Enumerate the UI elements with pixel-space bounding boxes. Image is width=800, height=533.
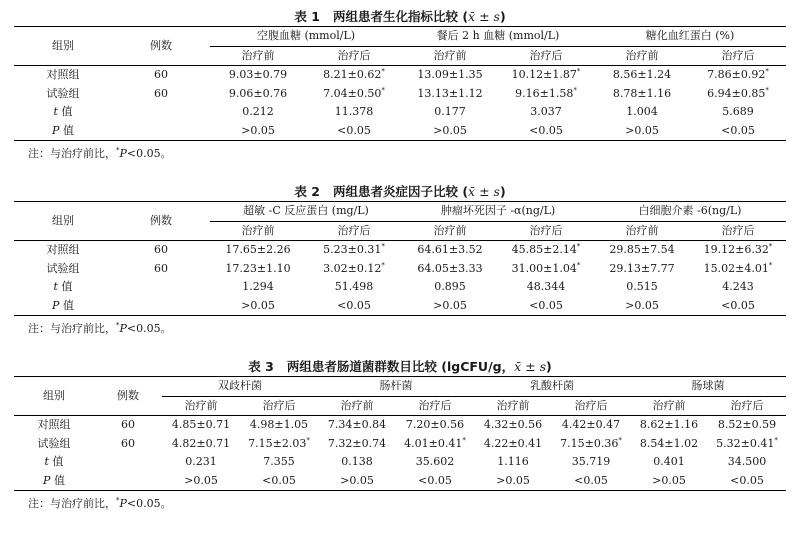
table-title-formula: x̄ ± s xyxy=(468,184,500,199)
note-p-symbol: P xyxy=(119,497,127,510)
cell-value: 4.32±0.56 xyxy=(483,418,543,431)
col-subheader: 治疗前 xyxy=(474,396,552,416)
cell-value: 4.42±0.47 xyxy=(561,418,621,431)
table-2-block xyxy=(14,183,786,342)
cell-value: 9.03±0.79 xyxy=(228,68,288,81)
table-cell xyxy=(630,416,708,435)
table-cell xyxy=(594,260,690,279)
table-cell xyxy=(210,241,306,260)
table-cell xyxy=(552,416,630,435)
cell-value: 4.82±0.71 xyxy=(171,436,231,450)
col-subheader: 治疗后 xyxy=(708,396,786,416)
table-header-row xyxy=(14,377,786,397)
table-cell: >0.05 xyxy=(594,297,690,316)
stat-label: 值 xyxy=(59,123,74,137)
table-title-text: 两组患者肠道菌群数目比较 (lgCFU/g， xyxy=(286,359,515,374)
table-cell xyxy=(210,260,306,279)
cell-value: 17.65±2.26 xyxy=(225,243,291,256)
cell-value: 8.21±0.62 xyxy=(323,68,382,81)
row-count: 60 xyxy=(154,261,168,275)
row-count: 60 xyxy=(121,418,135,431)
cell-value: 3.02±0.12 xyxy=(323,261,382,275)
cell-value: 19.12±6.32 xyxy=(703,243,769,256)
table-1 xyxy=(14,26,786,141)
table-cell xyxy=(594,241,690,260)
table-row xyxy=(14,472,786,491)
col-subheader: 治疗后 xyxy=(396,396,474,416)
col-header-group: 组别 xyxy=(14,202,112,241)
table-cell: >0.05 xyxy=(474,472,552,491)
table-cell xyxy=(498,85,594,104)
table-cell xyxy=(396,416,474,435)
table-cell xyxy=(594,66,690,85)
table-cell: 4.243 xyxy=(722,280,754,293)
significance-mark: * xyxy=(774,435,778,444)
note-p-symbol: P xyxy=(119,322,127,335)
cell-value: 4.01±0.41 xyxy=(404,436,463,450)
note-mark: * xyxy=(116,146,120,155)
table-cell: 0.138 xyxy=(341,455,373,468)
table-title-close: ) xyxy=(499,9,506,24)
significance-mark: * xyxy=(381,260,385,269)
table-cell: 3.037 xyxy=(530,105,562,118)
table-cell: 0.895 xyxy=(434,280,466,293)
row-count xyxy=(112,297,210,316)
table-row xyxy=(14,435,786,454)
table-title-text: 两组患者炎症因子比较 ( xyxy=(332,184,469,199)
row-label xyxy=(14,453,94,472)
row-count xyxy=(112,278,210,297)
row-label xyxy=(14,472,94,491)
col-subheader: 治疗前 xyxy=(210,46,306,66)
row-label: 试验组 xyxy=(37,436,71,450)
table-cell: <0.05 xyxy=(708,472,786,491)
col-header-count: 例数 xyxy=(112,27,210,66)
table-cell xyxy=(162,435,240,454)
cell-value: 13.09±1.35 xyxy=(417,68,483,81)
table-3 xyxy=(14,376,786,491)
col-subheader: 治疗前 xyxy=(402,46,498,66)
col-subheader: 治疗前 xyxy=(162,396,240,416)
cell-value: 29.85±7.54 xyxy=(609,243,675,256)
cell-value: 7.20±0.56 xyxy=(405,418,465,431)
table-cell xyxy=(708,416,786,435)
note-suffix: <0.05。 xyxy=(126,147,172,160)
cell-value: 45.85±2.14 xyxy=(511,243,577,256)
stat-symbol: t xyxy=(53,105,58,118)
table-cell: 35.602 xyxy=(415,455,455,468)
table-cell: 1.294 xyxy=(242,280,274,293)
stat-symbol: P xyxy=(52,298,60,312)
table-cell: 1.116 xyxy=(497,455,529,468)
table-cell xyxy=(498,260,594,279)
col-group-header: 乳酸杆菌 xyxy=(474,377,630,397)
significance-mark: * xyxy=(768,242,773,251)
table-row xyxy=(14,241,786,260)
cell-value: 8.56±1.24 xyxy=(612,68,672,81)
table-row xyxy=(14,453,786,472)
stat-label: 值 xyxy=(57,280,73,293)
col-group-header: 白细胞介素 -6(ng/L) xyxy=(594,202,786,222)
table-cell: <0.05 xyxy=(306,297,402,316)
table-cell: <0.05 xyxy=(306,122,402,141)
table-cell xyxy=(306,260,402,279)
table-cell xyxy=(162,416,240,435)
col-header-count: 例数 xyxy=(112,202,210,241)
table-title-text: 两组患者生化指标比较 ( xyxy=(332,9,469,24)
col-subheader: 治疗后 xyxy=(306,221,402,241)
col-subheader: 治疗后 xyxy=(240,396,318,416)
col-group-header: 肠杆菌 xyxy=(318,377,474,397)
cell-value: 31.00±1.04 xyxy=(511,261,577,275)
col-subheader: 治疗后 xyxy=(498,46,594,66)
table-cell: <0.05 xyxy=(690,297,786,316)
row-count xyxy=(94,453,162,472)
significance-mark: * xyxy=(765,85,769,94)
cell-value: 15.02±4.01 xyxy=(703,261,769,275)
row-label: 试验组 xyxy=(46,261,80,275)
stat-symbol: t xyxy=(53,280,58,293)
cell-value: 8.78±1.16 xyxy=(612,86,672,100)
table-cell: 0.231 xyxy=(185,455,217,468)
table-cell xyxy=(690,85,786,104)
col-subheader: 治疗前 xyxy=(594,221,690,241)
cell-value: 4.22±0.41 xyxy=(483,436,543,450)
cell-value: 7.15±2.03 xyxy=(248,436,307,450)
table-cell xyxy=(474,416,552,435)
table-cell: >0.05 xyxy=(402,297,498,316)
cell-value: 9.06±0.76 xyxy=(228,86,288,100)
table-cell: 11.378 xyxy=(334,105,374,118)
stat-label: 值 xyxy=(50,473,65,487)
table-cell: >0.05 xyxy=(630,472,708,491)
row-label: 对照组 xyxy=(46,68,80,81)
table-row xyxy=(14,260,786,279)
table-cell xyxy=(552,435,630,454)
col-subheader: 治疗前 xyxy=(318,396,396,416)
cell-value: 8.54±1.02 xyxy=(639,436,699,450)
table-cell xyxy=(690,66,786,85)
row-count xyxy=(112,103,210,122)
col-subheader: 治疗后 xyxy=(552,396,630,416)
significance-mark: * xyxy=(576,260,581,269)
row-label: 对照组 xyxy=(46,243,80,256)
cell-value: 5.23±0.31 xyxy=(323,243,382,256)
stat-label: 值 xyxy=(57,105,73,118)
table-cell xyxy=(306,85,402,104)
row-label xyxy=(14,103,112,122)
significance-mark: * xyxy=(618,435,622,444)
table-cell xyxy=(630,435,708,454)
cell-value: 7.34±0.84 xyxy=(327,418,387,431)
significance-mark: * xyxy=(381,242,385,251)
table-cell: >0.05 xyxy=(402,122,498,141)
table-cell: 35.719 xyxy=(571,455,611,468)
table-cell xyxy=(210,85,306,104)
stat-symbol: P xyxy=(52,123,60,137)
table-cell xyxy=(210,66,306,85)
significance-mark: * xyxy=(576,67,581,76)
table-cell: 34.500 xyxy=(727,455,767,468)
table-cell: <0.05 xyxy=(240,472,318,491)
table-cell xyxy=(498,241,594,260)
table-cell: 0.212 xyxy=(242,105,274,118)
row-count: 60 xyxy=(121,436,135,450)
note-text: 注：与治疗前比， xyxy=(28,147,116,160)
stat-symbol: P xyxy=(43,473,51,487)
table-1-title xyxy=(14,8,786,26)
table-cell: 48.344 xyxy=(526,280,566,293)
col-subheader: 治疗前 xyxy=(210,221,306,241)
cell-value: 7.86±0.92 xyxy=(707,68,766,81)
col-subheader: 治疗前 xyxy=(402,221,498,241)
row-label xyxy=(14,122,112,141)
note-p-symbol: P xyxy=(119,147,127,160)
row-label xyxy=(14,297,112,316)
table-cell: <0.05 xyxy=(552,472,630,491)
table-note xyxy=(14,491,786,517)
table-header-row xyxy=(14,202,786,222)
cell-value: 8.62±1.16 xyxy=(639,418,699,431)
table-row xyxy=(14,122,786,141)
table-cell: 5.689 xyxy=(722,105,754,118)
col-group-header: 肠球菌 xyxy=(630,377,786,397)
row-count xyxy=(94,472,162,491)
table-cell: >0.05 xyxy=(210,122,306,141)
cell-value: 7.15±0.36 xyxy=(560,436,619,450)
significance-mark: * xyxy=(573,85,577,94)
table-cell xyxy=(708,435,786,454)
col-subheader: 治疗后 xyxy=(690,46,786,66)
col-header-group: 组别 xyxy=(14,377,94,416)
cell-value: 6.94±0.85 xyxy=(707,86,766,100)
table-title-close: ) xyxy=(499,184,506,199)
table-title-formula: x̄ ± s xyxy=(514,359,546,374)
table-cell xyxy=(240,435,318,454)
table-cell xyxy=(240,416,318,435)
col-subheader: 治疗后 xyxy=(690,221,786,241)
note-mark: * xyxy=(116,496,120,505)
significance-mark: * xyxy=(306,435,310,444)
significance-mark: * xyxy=(381,67,385,76)
table-cell xyxy=(306,241,402,260)
significance-mark: * xyxy=(768,260,773,269)
col-header-group: 组别 xyxy=(14,27,112,66)
table-row xyxy=(14,416,786,435)
col-group-header: 双歧杆菌 xyxy=(162,377,318,397)
stat-symbol: t xyxy=(44,455,49,468)
row-count: 60 xyxy=(154,68,168,81)
cell-value: 64.05±3.33 xyxy=(417,261,483,275)
table-cell xyxy=(306,66,402,85)
table-cell xyxy=(318,435,396,454)
table-header-row xyxy=(14,27,786,47)
table-cell: 0.177 xyxy=(434,105,466,118)
table-title-label: 表 2 xyxy=(294,184,320,199)
note-mark: * xyxy=(116,321,120,330)
cell-value: 4.85±0.71 xyxy=(171,418,231,431)
table-cell xyxy=(402,66,498,85)
significance-mark: * xyxy=(765,67,769,76)
col-header-count: 例数 xyxy=(94,377,162,416)
table-cell: 7.355 xyxy=(263,455,295,468)
cell-value: 64.61±3.52 xyxy=(417,243,483,256)
cell-value: 10.12±1.87 xyxy=(511,68,577,81)
table-cell xyxy=(402,85,498,104)
table-title-close: ) xyxy=(545,359,552,374)
cell-value: 5.32±0.41 xyxy=(716,436,775,450)
table-cell: 0.401 xyxy=(653,455,685,468)
table-3-title xyxy=(14,358,786,376)
cell-value: 8.52±0.59 xyxy=(717,418,777,431)
cell-value: 9.16±1.58 xyxy=(515,86,574,100)
row-label: 对照组 xyxy=(37,418,71,431)
col-group-header: 肿瘤坏死因子 -α(ng/L) xyxy=(402,202,594,222)
table-cell: 0.515 xyxy=(626,280,658,293)
col-group-header: 空腹血糖 (mmol/L) xyxy=(210,27,402,47)
cell-value: 7.04±0.50 xyxy=(323,86,382,100)
table-2 xyxy=(14,201,786,316)
significance-mark: * xyxy=(576,242,581,251)
note-text: 注：与治疗前比， xyxy=(28,322,116,335)
table-cell xyxy=(402,260,498,279)
note-suffix: <0.05。 xyxy=(126,497,172,510)
col-subheader: 治疗后 xyxy=(498,221,594,241)
table-cell: <0.05 xyxy=(498,122,594,141)
note-text: 注：与治疗前比， xyxy=(28,497,116,510)
table-row xyxy=(14,85,786,104)
row-label xyxy=(14,278,112,297)
cell-value: 17.23±1.10 xyxy=(225,261,291,275)
table-cell: <0.05 xyxy=(690,122,786,141)
significance-mark: * xyxy=(381,85,385,94)
table-row xyxy=(14,103,786,122)
table-cell xyxy=(318,416,396,435)
significance-mark: * xyxy=(462,435,466,444)
table-title-label: 表 1 xyxy=(294,9,320,24)
table-cell xyxy=(396,435,474,454)
table-note xyxy=(14,141,786,167)
table-title-formula: x̄ ± s xyxy=(468,9,500,24)
col-subheader: 治疗前 xyxy=(594,46,690,66)
col-group-header: 糖化血红蛋白 (%) xyxy=(594,27,786,47)
table-row xyxy=(14,66,786,85)
table-cell: 1.004 xyxy=(626,105,658,118)
table-cell xyxy=(498,66,594,85)
stat-label: 值 xyxy=(48,455,64,468)
table-cell xyxy=(690,260,786,279)
table-cell xyxy=(594,85,690,104)
cell-value: 4.98±1.05 xyxy=(249,418,309,431)
table-cell: >0.05 xyxy=(594,122,690,141)
table-3-block xyxy=(14,358,786,517)
cell-value: 13.13±1.12 xyxy=(417,86,483,100)
cell-value: 29.13±7.77 xyxy=(609,261,675,275)
table-cell xyxy=(474,435,552,454)
table-cell: <0.05 xyxy=(396,472,474,491)
row-count xyxy=(112,122,210,141)
table-cell: >0.05 xyxy=(318,472,396,491)
table-row xyxy=(14,278,786,297)
table-1-block xyxy=(14,8,786,167)
col-subheader: 治疗后 xyxy=(306,46,402,66)
row-count: 60 xyxy=(154,86,168,100)
col-group-header: 餐后 2 h 血糖 (mmol/L) xyxy=(402,27,594,47)
table-note xyxy=(14,316,786,342)
note-suffix: <0.05。 xyxy=(126,322,172,335)
table-cell xyxy=(402,241,498,260)
row-label: 试验组 xyxy=(46,86,80,100)
table-cell xyxy=(690,241,786,260)
row-count: 60 xyxy=(154,243,168,256)
table-row xyxy=(14,297,786,316)
cell-value: 7.32±0.74 xyxy=(327,436,387,450)
table-cell: <0.05 xyxy=(498,297,594,316)
stat-label: 值 xyxy=(59,298,74,312)
table-cell: 51.498 xyxy=(334,280,374,293)
col-subheader: 治疗前 xyxy=(630,396,708,416)
table-2-title xyxy=(14,183,786,201)
table-cell: >0.05 xyxy=(210,297,306,316)
col-group-header: 超敏 -C 反应蛋白 (mg/L) xyxy=(210,202,402,222)
table-title-label: 表 3 xyxy=(248,359,274,374)
table-cell: >0.05 xyxy=(162,472,240,491)
